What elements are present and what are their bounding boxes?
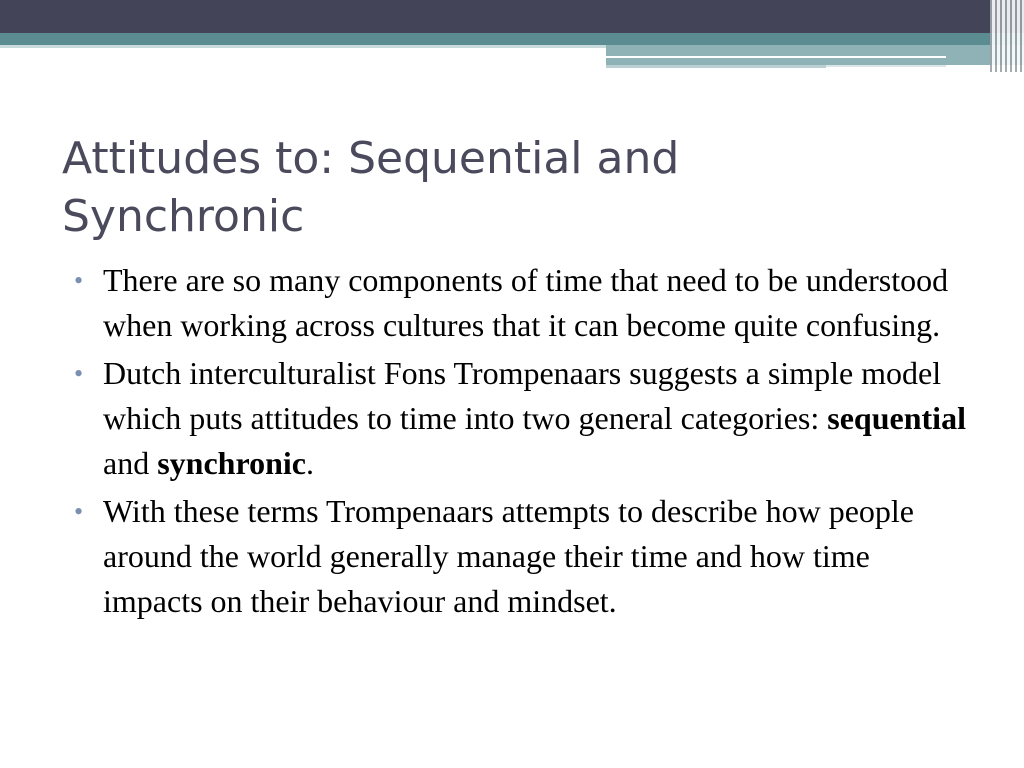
bullet-text: . <box>305 445 314 481</box>
header-accent-line <box>826 65 946 67</box>
bullet-item <box>74 351 974 486</box>
bullet-item <box>74 489 974 624</box>
header-accent-line <box>606 65 826 68</box>
bullet-text: There are so many components of time that need to be understood when working across cultures that it can become quite confusing. <box>103 262 949 343</box>
slide-title <box>62 130 942 246</box>
bullet-dot: • <box>74 497 84 526</box>
header-band-teal <box>0 33 1024 45</box>
header-band-dark <box>0 0 1024 33</box>
bullet-text: and <box>103 445 158 481</box>
bullet-item <box>74 258 974 348</box>
bullet-dot: • <box>74 359 84 388</box>
header-accent-line <box>606 56 946 58</box>
bullet-text: With these terms Trompenaars attempts to describe how people around the world generally manage their time and how time impacts on their behaviour and mindset. <box>103 493 914 619</box>
bullet-list <box>74 258 974 627</box>
slide-title-line2: Synchronic <box>62 191 305 242</box>
bullet-dot: • <box>74 266 84 295</box>
header-stripes-decoration <box>990 0 1024 72</box>
bullet-text: Dutch interculturalist Fons Trompenaars suggests a simple model which puts attitudes to time into two general categories: <box>103 355 942 436</box>
bold-term-sequential: sequential <box>827 400 966 436</box>
header-accent-block <box>606 45 1024 65</box>
bold-term-synchronic: synchronic <box>157 445 306 481</box>
slide-title-line1: Attitudes to: Sequential and <box>62 133 680 184</box>
